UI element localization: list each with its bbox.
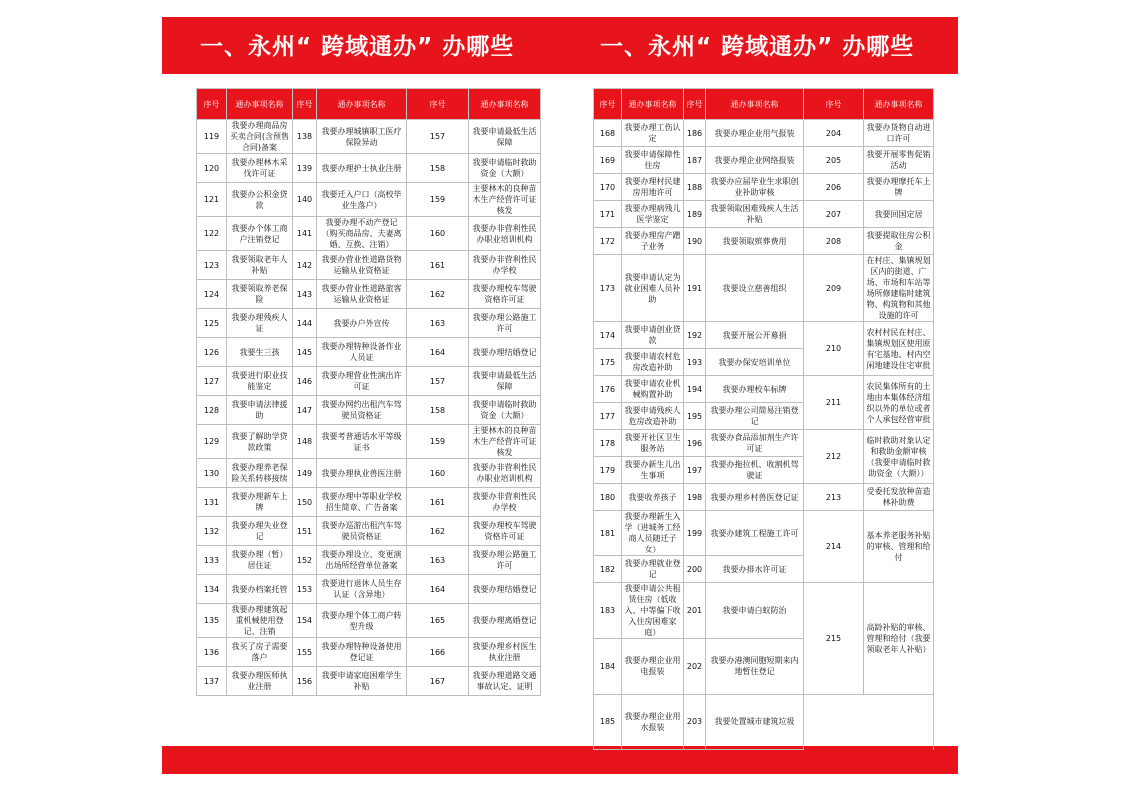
item-name: 我要办理道路交通事故认定、证明	[469, 667, 541, 696]
item-number: 165	[407, 604, 469, 638]
item-name: 我要办理就业登记	[622, 556, 684, 583]
item-name: 我要领取困难残疾人生活补贴	[706, 201, 804, 228]
table-row	[197, 488, 541, 517]
table-row	[197, 367, 541, 396]
item-number: 139	[293, 154, 317, 183]
item-name: 我要了解助学贷款政策	[227, 425, 293, 459]
item-number: 163	[407, 546, 469, 575]
item-number: 158	[407, 154, 469, 183]
item-name: 我要办营业性道路旅客运输从业资格证	[317, 280, 407, 309]
table-row	[197, 638, 541, 667]
item-name: 我要办理护士执业注册	[317, 154, 407, 183]
item-name: 我要办理结婚登记	[469, 575, 541, 604]
item-number: 175	[594, 349, 622, 376]
item-name: 我要办理校车驾驶资格许可证	[469, 280, 541, 309]
item-number: 137	[197, 667, 227, 696]
item-name: 我要办个体工商户注销登记	[227, 217, 293, 251]
item-name: 我买了房子需要落户	[227, 638, 293, 667]
table-row	[197, 546, 541, 575]
footer-band	[162, 746, 958, 774]
table-row	[197, 604, 541, 638]
item-name: 我要办理残疾人证	[227, 309, 293, 338]
table-row	[197, 425, 541, 459]
item-name: 我要办公积金贷款	[227, 183, 293, 217]
item-number: 155	[293, 638, 317, 667]
table-row	[594, 255, 934, 322]
item-number: 171	[594, 201, 622, 228]
item-name: 我要办理营业性演出许可证	[317, 367, 407, 396]
item-name: 我要申请临时救助资金（大额）	[469, 154, 541, 183]
item-name: 我要进行职业技能鉴定	[227, 367, 293, 396]
item-number: 146	[293, 367, 317, 396]
item-name: 我要提取住房公积金	[864, 228, 934, 255]
item-name: 我要申请残疾人危房改造补助	[622, 403, 684, 430]
item-number: 199	[684, 511, 706, 556]
item-number: 166	[407, 638, 469, 667]
item-name: 主要林木的良种苗木生产经营许可证核发	[469, 425, 541, 459]
item-name: 我要办理结婚登记	[469, 338, 541, 367]
item-name: 我要开社区卫生服务站	[622, 430, 684, 457]
item-number: 193	[684, 349, 706, 376]
item-number: 176	[594, 376, 622, 403]
table-row	[197, 338, 541, 367]
item-name: 我要申请农村危房改造补助	[622, 349, 684, 376]
header-name: 通办事项名称	[317, 89, 407, 120]
item-number: 136	[197, 638, 227, 667]
item-number: 204	[804, 120, 864, 147]
table-row	[197, 154, 541, 183]
item-name: 我要办理建筑起重机械使用登记、注销	[227, 604, 293, 638]
table-row	[594, 583, 934, 639]
item-name: 我要生三孩	[227, 338, 293, 367]
services-table-left	[196, 88, 541, 696]
item-number: 158	[407, 396, 469, 425]
item-number: 215	[804, 583, 864, 695]
item-name: 我要办理设立、变更演出场所经营单位备案	[317, 546, 407, 575]
header-no: 序号	[684, 89, 706, 120]
item-name: 我要申请公共租赁住房（低收入、中等偏下收入住房困难家庭）	[622, 583, 684, 639]
item-number: 140	[293, 183, 317, 217]
item-number: 205	[804, 147, 864, 174]
item-name: 我要办理新生入学（进城务工经商人员随迁子女）	[622, 511, 684, 556]
item-number: 143	[293, 280, 317, 309]
item-number: 192	[684, 322, 706, 349]
item-name: 我要申请农业机械购置补助	[622, 376, 684, 403]
table-row	[197, 120, 541, 154]
item-name: 我要办理林木采伐许可证	[227, 154, 293, 183]
item-number: 130	[197, 459, 227, 488]
item-name: 我要收养孩子	[622, 484, 684, 511]
item-name: 我要办理个体工商户转型升级	[317, 604, 407, 638]
item-number: 161	[407, 251, 469, 280]
item-name: 我要考普通话水平等级证书	[317, 425, 407, 459]
item-number: 178	[594, 430, 622, 457]
item-number: 173	[594, 255, 622, 322]
item-number: 188	[684, 174, 706, 201]
item-number: 168	[594, 120, 622, 147]
item-name: 我要申请临时救助资金（大额）	[469, 396, 541, 425]
item-number: 185	[594, 694, 622, 750]
item-number: 180	[594, 484, 622, 511]
table-row	[594, 120, 934, 147]
item-name: 农村村民在村庄、集镇规划区使用原有宅基地、村内空闲地建设住宅审批	[864, 322, 934, 376]
item-number: 190	[684, 228, 706, 255]
item-name: 我要办理特种设备使用登记证	[317, 638, 407, 667]
item-number: 208	[804, 228, 864, 255]
item-name: 在村庄、集镇规划区内的街道、广场、市场和车站等场所修建临时建筑物、构筑物和其他设施的许可	[864, 255, 934, 322]
item-name: 临时救助对象认定和救助金额审核（我要申请临时救助资金（大额））	[864, 430, 934, 484]
table-row	[594, 228, 934, 255]
table-row	[594, 201, 934, 228]
item-number: 182	[594, 556, 622, 583]
table-row	[197, 309, 541, 338]
item-number: 195	[684, 403, 706, 430]
item-number: 189	[684, 201, 706, 228]
item-name: 我要办理校车驾驶资格许可证	[469, 517, 541, 546]
page-title-left: 一、永州“ 跨域通办” 办哪些	[200, 34, 515, 60]
item-name: 我要办网约出租汽车驾驶员资格证	[317, 396, 407, 425]
header-no: 序号	[804, 89, 864, 120]
item-name: 我要办非营利性民办职业培训机构	[469, 217, 541, 251]
item-number: 160	[407, 217, 469, 251]
item-name: 我要申请认定为就业困难人员补助	[622, 255, 684, 322]
item-name: 我要领取老年人补贴	[227, 251, 293, 280]
item-number: 211	[804, 376, 864, 430]
item-name: 我要办应届毕业生求职创业补助审核	[706, 174, 804, 201]
item-name: 我要办理离婚登记	[469, 604, 541, 638]
item-name: 我要申请家庭困难学生补贴	[317, 667, 407, 696]
header-no: 序号	[407, 89, 469, 120]
item-number: 124	[197, 280, 227, 309]
item-number: 123	[197, 251, 227, 280]
item-number: 194	[684, 376, 706, 403]
item-number: 174	[594, 322, 622, 349]
item-name: 我要办理工伤认定	[622, 120, 684, 147]
item-number: 164	[407, 575, 469, 604]
item-name: 我要办非营利性民办学校	[469, 251, 541, 280]
item-name: 我要办理特种设备作业人员证	[317, 338, 407, 367]
item-name: 我要进行退休人员生存认证（含异地）	[317, 575, 407, 604]
item-name: 我要办建筑工程施工许可	[706, 511, 804, 556]
item-number: 148	[293, 425, 317, 459]
item-name: 我要申请法律援助	[227, 396, 293, 425]
item-number: 160	[407, 459, 469, 488]
item-name: 我要办理公路施工许可	[469, 309, 541, 338]
item-number: 197	[684, 457, 706, 484]
item-number: 128	[197, 396, 227, 425]
item-number: 156	[293, 667, 317, 696]
item-number: 213	[804, 484, 864, 511]
item-number: 119	[197, 120, 227, 154]
item-name: 我要办理校车标牌	[706, 376, 804, 403]
item-name: 我要办理乡村兽医登记证	[706, 484, 804, 511]
item-name: 我要办排水许可证	[706, 556, 804, 583]
item-name: 农民集体所有的土地由本集体经济组织以外的单位或者个人承包经营审批	[864, 376, 934, 430]
item-number: 141	[293, 217, 317, 251]
item-name: 我要开展零售促销活动	[864, 147, 934, 174]
table-row	[197, 667, 541, 696]
table-header-row	[594, 89, 934, 120]
table-header-row	[197, 89, 541, 120]
item-number: 212	[804, 430, 864, 484]
item-name: 我要办理不动产登记（购买商品房、夫妻离婚、互换、注销）	[317, 217, 407, 251]
item-number: 135	[197, 604, 227, 638]
item-name: 我要办理公路施工许可	[469, 546, 541, 575]
item-number: 170	[594, 174, 622, 201]
item-name: 我要办理执业兽医注册	[317, 459, 407, 488]
item-number: 144	[293, 309, 317, 338]
item-name: 主要林木的良种苗木生产经营许可证核发	[469, 183, 541, 217]
item-name: 我要办档案托管	[227, 575, 293, 604]
item-name: 我要办理（暂）居住证	[227, 546, 293, 575]
item-name: 我要办理养老保险关系转移接续	[227, 459, 293, 488]
header-name: 通办事项名称	[622, 89, 684, 120]
item-name: 我要办理企业用水报装	[622, 694, 684, 750]
item-number: 198	[684, 484, 706, 511]
item-name: 我要办理摩托车上牌	[864, 174, 934, 201]
table-row	[197, 575, 541, 604]
item-name: 我要办货物自动进口许可	[864, 120, 934, 147]
item-name: 我要办理病残儿医学鉴定	[622, 201, 684, 228]
item-name: 我要办港澳同胞短期来内地暂住登记	[706, 639, 804, 695]
item-name: 我要办保安培训单位	[706, 349, 804, 376]
item-name: 我要回国定居	[864, 201, 934, 228]
table-row	[594, 694, 934, 750]
item-name: 我要申请最低生活保障	[469, 367, 541, 396]
table-row	[594, 174, 934, 201]
item-number: 203	[684, 694, 706, 750]
item-number: 196	[684, 430, 706, 457]
item-name: 我要办新生儿出生事项	[622, 457, 684, 484]
item-number: 142	[293, 251, 317, 280]
item-number: 214	[804, 511, 864, 583]
item-name: 我要办非营利性民办职业培训机构	[469, 459, 541, 488]
item-number: 167	[407, 667, 469, 696]
item-name: 基本养老服务补贴的审核、管理和给付	[864, 511, 934, 583]
page-title-right: 一、永州“ 跨域通办” 办哪些	[600, 34, 915, 60]
item-number: 125	[197, 309, 227, 338]
item-number: 147	[293, 396, 317, 425]
item-number: 159	[407, 425, 469, 459]
item-number: 191	[684, 255, 706, 322]
item-number: 153	[293, 575, 317, 604]
item-name: 高龄补贴的审核、管理和给付（我要领取老年人补贴）	[864, 583, 934, 695]
item-name: 我要申请白蚁防治	[706, 583, 804, 639]
item-number: 183	[594, 583, 622, 639]
item-name: 我要办理企业用气报装	[706, 120, 804, 147]
item-name: 我要办理商品房买卖合同(含预售合同)备案	[227, 120, 293, 154]
item-name: 我要申请最低生活保障	[469, 120, 541, 154]
item-name: 我要办食品添加剂生产许可证	[706, 430, 804, 457]
table-row	[197, 183, 541, 217]
item-number: 151	[293, 517, 317, 546]
item-number: 133	[197, 546, 227, 575]
item-number: 121	[197, 183, 227, 217]
table-row	[197, 217, 541, 251]
item-number: 157	[407, 367, 469, 396]
item-number: 161	[407, 488, 469, 517]
header-name: 通办事项名称	[864, 89, 934, 120]
item-name: 我要办理城镇职工医疗保险异动	[317, 120, 407, 154]
header-name: 通办事项名称	[706, 89, 804, 120]
item-number: 134	[197, 575, 227, 604]
item-name: 我要办理企业网络报装	[706, 147, 804, 174]
item-name: 我要领取养老保险	[227, 280, 293, 309]
item-name: 我要开展公开募捐	[706, 322, 804, 349]
item-number: 181	[594, 511, 622, 556]
item-number: 187	[684, 147, 706, 174]
table-row	[594, 430, 934, 457]
header-no: 序号	[293, 89, 317, 120]
item-name: 我要办拖拉机、收割机驾驶证	[706, 457, 804, 484]
item-number: 152	[293, 546, 317, 575]
table-row	[197, 459, 541, 488]
item-name: 我要办理新车上牌	[227, 488, 293, 517]
header-no: 序号	[594, 89, 622, 120]
item-name: 我要处置城市建筑垃圾	[706, 694, 804, 750]
item-number: 206	[804, 174, 864, 201]
table-row	[594, 511, 934, 556]
item-number: 207	[804, 201, 864, 228]
item-number: 164	[407, 338, 469, 367]
item-name: 我要办巡游出租汽车驾驶员资格证	[317, 517, 407, 546]
item-number: 138	[293, 120, 317, 154]
item-number: 202	[684, 639, 706, 695]
item-number: 157	[407, 120, 469, 154]
item-number: 149	[293, 459, 317, 488]
item-name: 我要领取殡葬费用	[706, 228, 804, 255]
item-number: 131	[197, 488, 227, 517]
item-number: 179	[594, 457, 622, 484]
header-no: 序号	[197, 89, 227, 120]
table-row	[197, 517, 541, 546]
item-number: 184	[594, 639, 622, 695]
item-number: 145	[293, 338, 317, 367]
item-number: 162	[407, 517, 469, 546]
item-name: 我要办理村民建房用地许可	[622, 174, 684, 201]
item-name: 我要迁入户口（高校毕业生落户）	[317, 183, 407, 217]
item-number: 129	[197, 425, 227, 459]
item-number: 200	[684, 556, 706, 583]
item-number: 159	[407, 183, 469, 217]
header-name: 通办事项名称	[227, 89, 293, 120]
services-table-right	[593, 88, 934, 750]
item-number: 150	[293, 488, 317, 517]
item-name: 我要办理企业用电报装	[622, 639, 684, 695]
item-name: 我要办理失业登记	[227, 517, 293, 546]
table-row	[594, 484, 934, 511]
item-number: 186	[684, 120, 706, 147]
table-row	[594, 322, 934, 349]
item-name: 我要办理中等职业学校招生简章、广告备案	[317, 488, 407, 517]
item-name: 我要办理房产蹭子业务	[622, 228, 684, 255]
table-row	[594, 147, 934, 174]
table-row	[197, 251, 541, 280]
item-number: 120	[197, 154, 227, 183]
header-name: 通办事项名称	[469, 89, 541, 120]
item-name: 我要申请创业贷款	[622, 322, 684, 349]
item-name: 受委托发放种苗造林补助费	[864, 484, 934, 511]
item-name: 我要申请保障性住房	[622, 147, 684, 174]
table-row	[197, 396, 541, 425]
item-number: 127	[197, 367, 227, 396]
item-number: 209	[804, 255, 864, 322]
item-number: 210	[804, 322, 864, 376]
item-number: 201	[684, 583, 706, 639]
table-row	[197, 280, 541, 309]
item-number: 162	[407, 280, 469, 309]
item-number: 126	[197, 338, 227, 367]
table-row	[594, 376, 934, 403]
item-name: 我要设立慈善组织	[706, 255, 804, 322]
item-number: 169	[594, 147, 622, 174]
item-name: 我要办理医师执业注册	[227, 667, 293, 696]
item-name: 我要办户外宣传	[317, 309, 407, 338]
item-name: 我要办理公司简易注销登记	[706, 403, 804, 430]
item-number: 154	[293, 604, 317, 638]
item-name: 我要办营业性道路货物运输从业资格证	[317, 251, 407, 280]
item-number: 172	[594, 228, 622, 255]
item-name: 我要办理乡村医生执业注册	[469, 638, 541, 667]
item-number: 122	[197, 217, 227, 251]
item-number: 177	[594, 403, 622, 430]
item-number: 163	[407, 309, 469, 338]
item-number: 132	[197, 517, 227, 546]
item-name: 我要办非营利性民办学校	[469, 488, 541, 517]
